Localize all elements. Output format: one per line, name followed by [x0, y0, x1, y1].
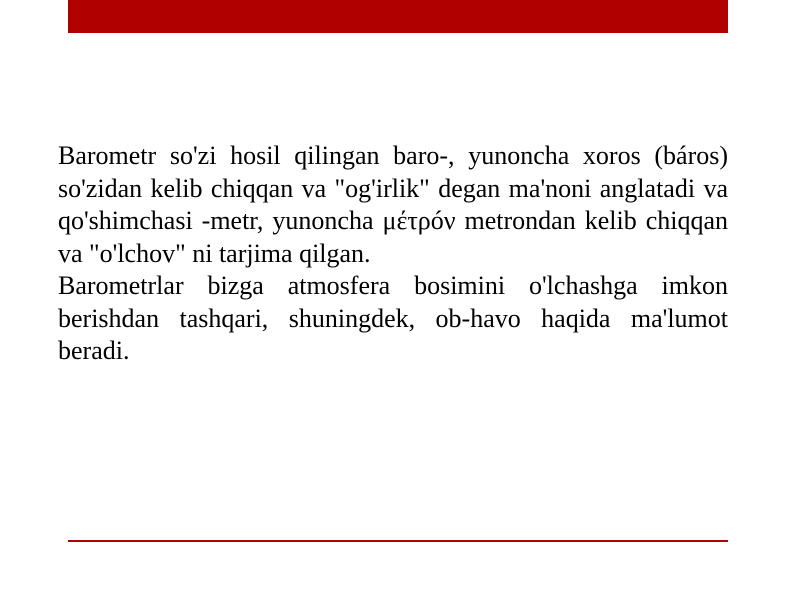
body-text — [58, 140, 728, 368]
paragraph-purpose: Barometrlar bizga atmosfera bosimini o'lchashga imkon berishdan tashqari, shuningdek, ob-havo haqida ma'lumot beradi. — [58, 271, 728, 365]
header-accent-bar — [68, 0, 728, 33]
paragraph-etymology: Barometr so'zi hosil qilingan baro-, yunoncha xoros (báros) so'zidan kelib chiqqan va "og'irlik" degan ma'noni anglatadi va qo'shimchasi -metr, yunoncha μέτρóν metrondan kelib chiqqan va "o'lchov" ni tarjima qilgan. — [58, 141, 728, 268]
footer-divider — [68, 540, 728, 542]
